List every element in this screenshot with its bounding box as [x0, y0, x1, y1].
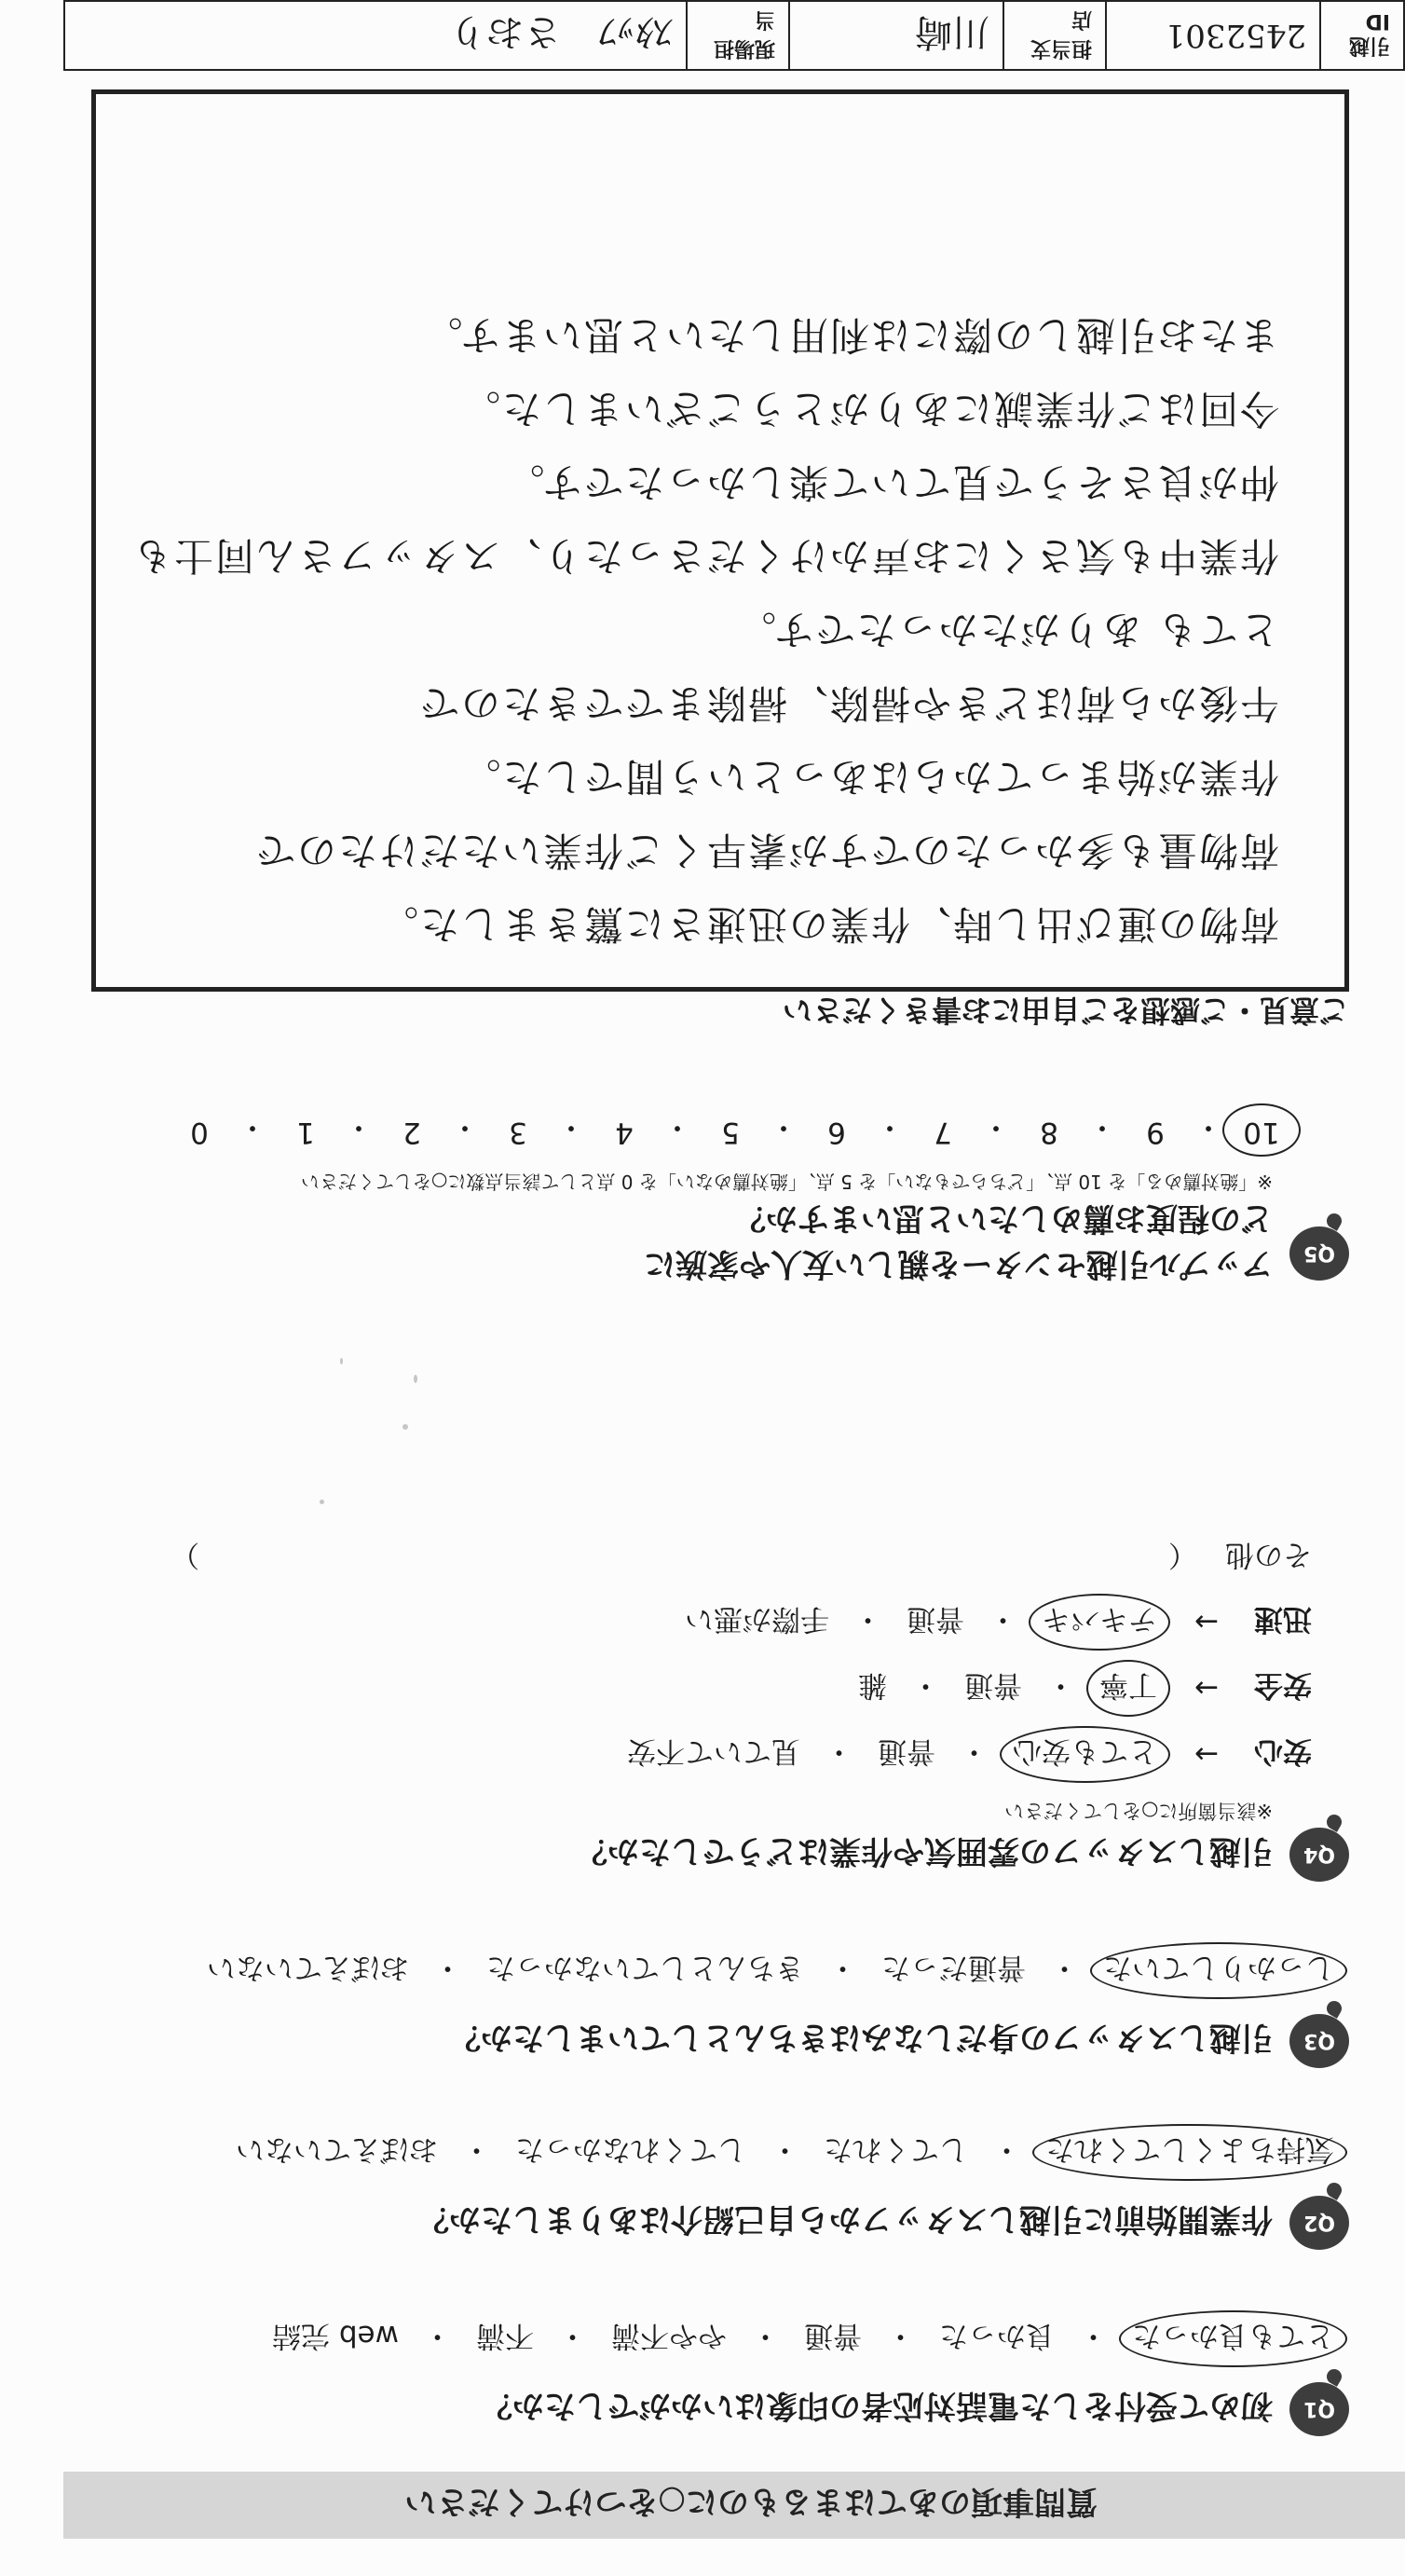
arrow-right-icon: → — [1194, 1737, 1219, 1772]
q5-note: ※「絶対薦める」を 10 点、「どちらでもない」を 5 点、「絶対薦めない」を 0 点として該当点数に○をしてください — [300, 1171, 1273, 1193]
leader-label: 現場担当 — [686, 2, 788, 69]
question-4 — [45, 1537, 1349, 1882]
q5-scale: 10 ・ 9 ・ 8 ・ 7 ・ 6 ・ 5 ・ 4 ・ 3 ・ 2 ・ 1 ・ 0 — [45, 1109, 1293, 1151]
q5-score-7[interactable]: 7 — [934, 1116, 952, 1149]
arrow-right-icon: → — [1194, 1605, 1219, 1639]
leader-value[interactable]: ｽﾀｯﾌ さおり — [449, 10, 673, 54]
q5-score-5[interactable]: 5 — [721, 1116, 740, 1149]
q1-option-somewhat-unsatisfied[interactable]: やや不満 — [611, 2319, 727, 2352]
q2-options: 気持ちよくしてくれた ・ してくれた ・ してくれなかった ・ おぼえていない — [45, 2130, 1340, 2175]
q5-score-4[interactable]: 4 — [615, 1116, 634, 1149]
q4-text: 引越しスタッフの雰囲気や作業はどうでしたか？ — [576, 1832, 1273, 1870]
q2-option-dont-remember[interactable]: おぼえていない — [236, 2132, 438, 2166]
branch-value[interactable]: 川崎 — [788, 2, 1003, 69]
q3-option-normal[interactable]: 普通だった — [881, 1951, 1026, 1984]
comment-line: 仲が良さそうで見ていて楽しかったです。 — [503, 459, 1279, 505]
q5-score-8[interactable]: 8 — [1040, 1116, 1058, 1149]
comments-box[interactable] — [91, 89, 1349, 992]
instruction-band — [63, 2472, 1405, 2539]
q4-other-label: その他 — [1225, 1538, 1312, 1571]
q4-anshin-option-2[interactable]: 普通 — [878, 1734, 936, 1768]
q4-anshin-option-1[interactable]: とても安心 — [1007, 1732, 1163, 1777]
q2-text: 作業開始前に引越しスタッフから自己紹介はありましたか？ — [417, 2200, 1273, 2239]
q5-score-2[interactable]: 2 — [402, 1116, 421, 1149]
footer-table — [63, 0, 1405, 71]
q4-anzen-option-2[interactable]: 普通 — [964, 1668, 1023, 1702]
q4-other-close: ） — [171, 1538, 199, 1571]
q5-text-line2: どの程度お薦めしたいと思いますか？ — [734, 1199, 1273, 1237]
q1-option-web[interactable]: web 完結 — [272, 2319, 399, 2352]
comment-line: 今回はご作業誠にありがとうございました。 — [458, 386, 1279, 432]
q4-row-anzen: 安全 → 丁寧 ・ 普通 ・ 雑 — [45, 1665, 1312, 1711]
q4-anzen-option-3[interactable]: 雑 — [858, 1668, 888, 1702]
q3-option-neat[interactable]: しっかりしていた — [1098, 1948, 1340, 1994]
q1-options: とても良かった ・ 良かった ・ 普通 ・ やや不満 ・ 不満 ・ web 完結 — [45, 2316, 1340, 2362]
q1-badge-icon: Q1 — [1289, 2382, 1349, 2436]
question-1 — [45, 2316, 1349, 2436]
q1-text: 初めて受付をした電話対応者の印象はいかがでしたか？ — [481, 2387, 1273, 2425]
scan-speck — [340, 1358, 343, 1364]
q4-row-label: 迅速 — [1254, 1602, 1312, 1636]
q4-anzen-option-1[interactable]: 丁寧 — [1094, 1665, 1163, 1711]
q3-options: しっかりしていた ・ 普通だった ・ きちんとしていなかった ・ おぼえていない — [45, 1948, 1340, 1994]
q3-option-not-neat[interactable]: きちんとしていなかった — [486, 1951, 804, 1984]
scan-speck — [402, 1424, 408, 1430]
comments-heading: ご意見・ご感想をご自由にお書きください — [782, 993, 1349, 1028]
comment-line: とても ありがたかったです。 — [735, 607, 1279, 652]
q5-score-1[interactable]: 1 — [296, 1116, 315, 1149]
q5-score-9[interactable]: 9 — [1146, 1116, 1165, 1149]
q3-badge-icon: Q3 — [1289, 2014, 1349, 2068]
q4-other-row — [45, 1537, 1312, 1579]
q5-score-6[interactable]: 6 — [827, 1116, 846, 1149]
q4-badge-icon: Q4 — [1289, 1828, 1349, 1882]
q5-text-line1: アップル引越センターを親しい友人や家族に — [644, 1245, 1273, 1282]
q4-row-anshin: 安心 → とても安心 ・ 普通 ・ 見ていて不安 — [45, 1732, 1312, 1777]
q5-badge-icon: Q5 — [1289, 1226, 1349, 1281]
q5-score-10[interactable]: 10 — [1230, 1109, 1293, 1151]
scan-speck — [414, 1375, 417, 1383]
q2-option-pleasantly[interactable]: 気持ちよくしてくれた — [1040, 2130, 1340, 2175]
move-id-value[interactable]: 2452301 — [1105, 2, 1319, 69]
q4-row-label: 安心 — [1254, 1734, 1312, 1768]
instruction-text: 質問事項のあてはまるものに○をつけてください — [404, 2483, 1098, 2521]
q4-row-label: 安全 — [1254, 1668, 1312, 1702]
move-id-label: 引越 ID — [1319, 2, 1403, 69]
q1-option-good[interactable]: 良かった — [939, 2319, 1055, 2352]
q4-other-open: （ — [1168, 1538, 1197, 1571]
branch-label: 担当支店 — [1003, 2, 1105, 69]
q5-score-0[interactable]: 0 — [190, 1116, 209, 1149]
q4-note: ※該当箇所に○をしてください — [1004, 1800, 1273, 1822]
q2-option-did[interactable]: してくれた — [824, 2132, 968, 2166]
q1-option-normal[interactable]: 普通 — [804, 2319, 862, 2352]
q1-option-very-good[interactable]: とても良かった — [1126, 2316, 1340, 2362]
arrow-right-icon: → — [1194, 1671, 1219, 1706]
comment-line: 荷物量も多かったのですが素早くご作業いただけたので — [253, 828, 1279, 873]
q4-jinsoku-option-3[interactable]: 手際が悪い — [685, 1602, 830, 1636]
comment-line: 作業が始まってからはあっという間でした。 — [459, 754, 1279, 800]
question-2 — [45, 2130, 1349, 2250]
q4-anshin-option-3[interactable]: 見ていて不安 — [627, 1734, 801, 1768]
question-3 — [45, 1948, 1349, 2068]
q5-score-3[interactable]: 3 — [509, 1116, 527, 1149]
q2-badge-icon: Q2 — [1289, 2196, 1349, 2250]
q3-text: 引越しスタッフの身だしなみはきちんとしていましたか？ — [449, 2019, 1273, 2057]
q3-option-dont-remember[interactable]: おぼえていない — [207, 1951, 409, 1984]
question-5 — [45, 1109, 1349, 1290]
q4-jinsoku-option-2[interactable]: 普通 — [907, 1602, 965, 1636]
comment-line: 午後から荷ほどきや掃除、掃除までできたので — [417, 680, 1279, 726]
q4-row-jinsoku: 迅速 → テキパキ ・ 普通 ・ 手際が悪い — [45, 1599, 1312, 1645]
comment-line: またお引越しの際には利用したいと思います。 — [421, 312, 1279, 358]
scan-speck — [320, 1500, 324, 1504]
comment-line: 作業中も気さくにお声かけくださったり、スタッフさん同士も — [130, 533, 1279, 579]
q2-option-did-not[interactable]: してくれなかった — [515, 2132, 746, 2166]
comment-line: 荷物の運び出し時、作業の迅速さに驚きました。 — [376, 901, 1279, 947]
q4-jinsoku-option-1[interactable]: テキパキ — [1036, 1599, 1163, 1645]
q1-option-unsatisfied[interactable]: 不満 — [476, 2319, 534, 2352]
